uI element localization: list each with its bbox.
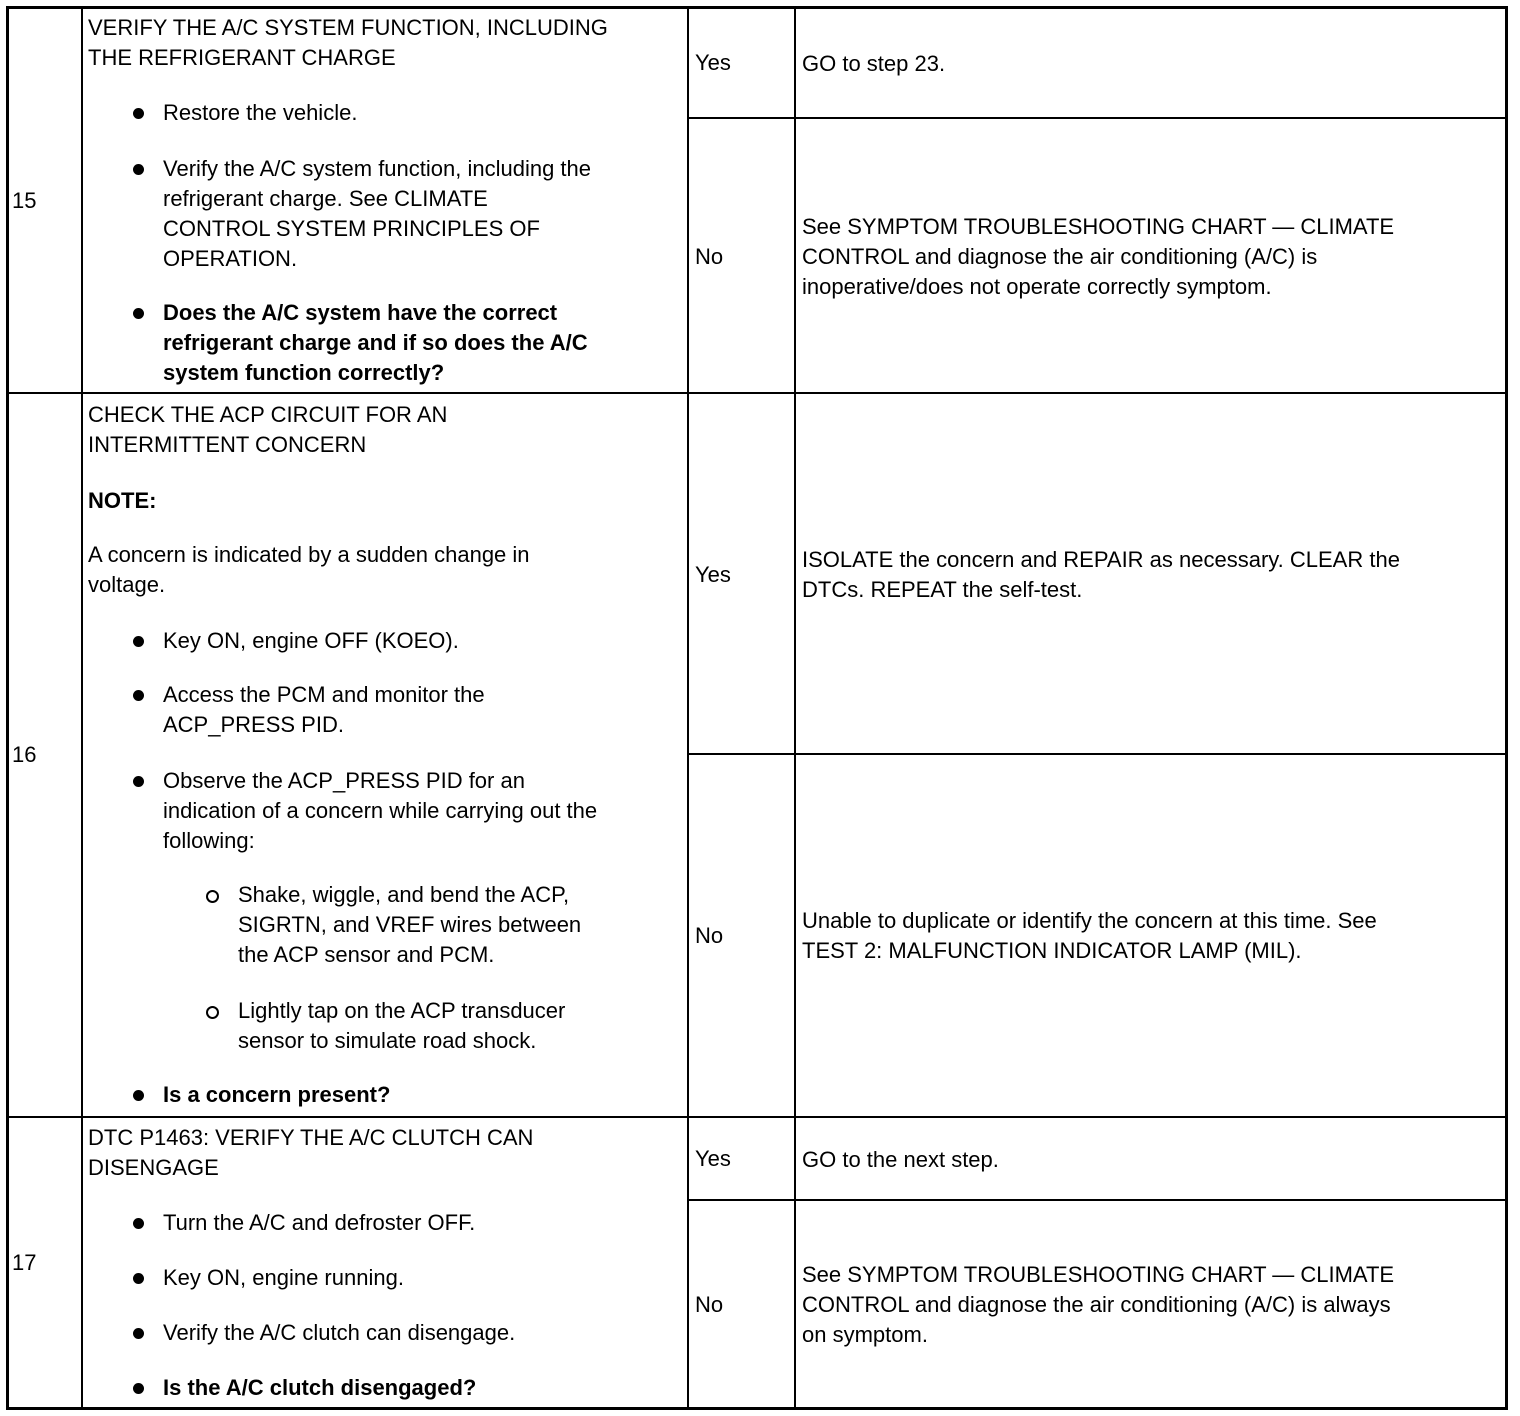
- bullet-text: CONTROL SYSTEM PRINCIPLES OF: [163, 216, 540, 241]
- step-heading-line: DISENGAGE: [88, 1155, 219, 1180]
- note-text: A concern is indicated by a sudden change in: [88, 542, 530, 567]
- bullet-text: indication of a concern while carrying out the: [163, 798, 598, 823]
- bullet-icon: [133, 308, 144, 319]
- bullet-text: Key ON, engine running.: [163, 1265, 404, 1290]
- no-label: No: [695, 1292, 724, 1317]
- question-text: system function correctly?: [163, 360, 445, 385]
- question-text: Is the A/C clutch disengaged?: [163, 1375, 477, 1400]
- bullet-icon: [133, 1328, 144, 1339]
- bullet-icon: [133, 1218, 144, 1229]
- sub-bullet-icon: [206, 1006, 219, 1019]
- bullet-icon: [133, 1090, 144, 1101]
- sub-bullet-text: Lightly tap on the ACP transducer: [238, 998, 566, 1023]
- step-heading-line: DTC P1463: VERIFY THE A/C CLUTCH CAN: [88, 1125, 534, 1150]
- question-text: Is a concern present?: [163, 1082, 391, 1107]
- bullet-text: Access the PCM and monitor the: [163, 682, 485, 707]
- sub-bullet-text: the ACP sensor and PCM.: [238, 942, 495, 967]
- no-action-text: TEST 2: MALFUNCTION INDICATOR LAMP (MIL).: [802, 938, 1302, 963]
- bullet-text: ACP_PRESS PID.: [163, 712, 344, 737]
- yes-action-text: GO to the next step.: [802, 1147, 999, 1172]
- sub-bullet-text: Shake, wiggle, and bend the ACP,: [238, 882, 570, 907]
- note-text: voltage.: [88, 572, 166, 597]
- bullet-text: Restore the vehicle.: [163, 100, 358, 125]
- step-heading-line: THE REFRIGERANT CHARGE: [88, 45, 396, 70]
- bullet-icon: [133, 164, 144, 175]
- yes-action-text: DTCs. REPEAT the self-test.: [802, 577, 1083, 602]
- yes-no-divider-17: [689, 1199, 1506, 1201]
- bullet-text: OPERATION.: [163, 246, 298, 271]
- bullet-text: Verify the A/C clutch can disengage.: [163, 1320, 516, 1345]
- no-action-text: inoperative/does not operate correctly symptom.: [802, 274, 1272, 299]
- bullet-text: refrigerant charge. See CLIMATE: [163, 186, 488, 211]
- no-label: No: [695, 923, 724, 948]
- sub-bullet-text: sensor to simulate road shock.: [238, 1028, 537, 1053]
- step-heading-line: VERIFY THE A/C SYSTEM FUNCTION, INCLUDING: [88, 15, 608, 40]
- bullet-icon: [133, 776, 144, 787]
- question-text: refrigerant charge and if so does the A/C: [163, 330, 588, 355]
- yes-label: Yes: [695, 1146, 731, 1171]
- bullet-text: Key ON, engine OFF (KOEO).: [163, 628, 459, 653]
- col-divider-action: [687, 8, 689, 1408]
- bullet-text: Verify the A/C system function, including the: [163, 156, 592, 181]
- yes-no-divider-15: [689, 117, 1506, 119]
- bullet-icon: [133, 690, 144, 701]
- bullet-text: Observe the ACP_PRESS PID for an: [163, 768, 525, 793]
- no-action-text: See SYMPTOM TROUBLESHOOTING CHART — CLIMATE: [802, 214, 1395, 239]
- step-heading-line: CHECK THE ACP CIRCUIT FOR AN: [88, 402, 448, 427]
- no-action-text: on symptom.: [802, 1322, 928, 1347]
- no-action-text: See SYMPTOM TROUBLESHOOTING CHART — CLIMATE: [802, 1262, 1395, 1287]
- yes-no-divider-16: [689, 753, 1506, 755]
- row-divider-15-16: [8, 392, 1506, 394]
- no-label: No: [695, 244, 724, 269]
- bullet-icon: [133, 636, 144, 647]
- yes-action-text: GO to step 23.: [802, 51, 946, 76]
- step-number: 16: [12, 742, 37, 767]
- sub-bullet-icon: [206, 890, 219, 903]
- bullet-icon: [133, 1383, 144, 1394]
- no-action-text: CONTROL and diagnose the air conditioning (A/C) is: [802, 244, 1318, 269]
- step-number: 17: [12, 1250, 37, 1275]
- sub-bullet-text: SIGRTN, and VREF wires between: [238, 912, 582, 937]
- no-action-text: Unable to duplicate or identify the concern at this time. See: [802, 908, 1377, 933]
- col-divider-result: [794, 8, 796, 1408]
- col-divider-step: [81, 8, 83, 1408]
- bullet-icon: [133, 108, 144, 119]
- step-heading-line: INTERMITTENT CONCERN: [88, 432, 367, 457]
- yes-label: Yes: [695, 562, 731, 587]
- question-text: Does the A/C system have the correct: [163, 300, 558, 325]
- bullet-text: Turn the A/C and defroster OFF.: [163, 1210, 476, 1235]
- note-label: NOTE:: [88, 488, 157, 513]
- yes-label: Yes: [695, 50, 731, 75]
- row-divider-16-17: [8, 1116, 1506, 1118]
- no-action-text: CONTROL and diagnose the air conditioning (A/C) is always: [802, 1292, 1391, 1317]
- step-number: 15: [12, 188, 37, 213]
- yes-action-text: ISOLATE the concern and REPAIR as necessary. CLEAR the: [802, 547, 1400, 572]
- bullet-icon: [133, 1273, 144, 1284]
- bullet-text: following:: [163, 828, 255, 853]
